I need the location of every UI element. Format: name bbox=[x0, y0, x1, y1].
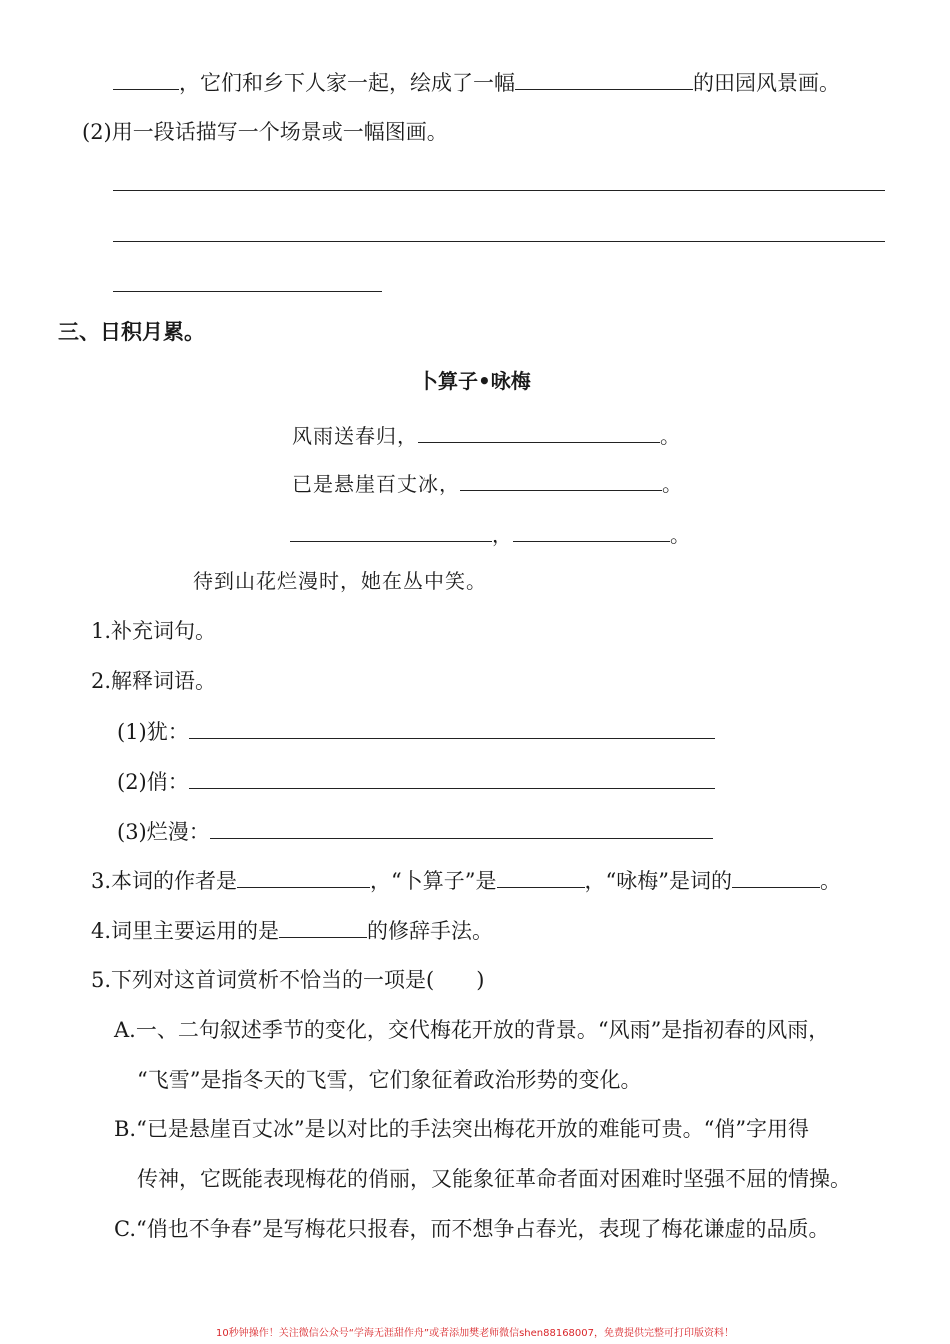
q2-fill-line bbox=[113, 67, 840, 98]
question-4 bbox=[91, 915, 493, 946]
poem-line-1 bbox=[292, 420, 681, 451]
footer-promo: 10秒钟操作！关注微信公众号“学海无涯甜作舟”或者添加樊老师微信shen88168007，免费提供完整可打印版资料！ bbox=[215, 1328, 735, 1339]
q2-fill-end: 的田园风景画。 bbox=[693, 71, 840, 95]
q4-text-b: 的修辞手法。 bbox=[367, 919, 494, 943]
poem-blank[interactable] bbox=[418, 420, 660, 443]
question-1: 1.补充词句。 bbox=[91, 619, 217, 643]
section3-heading: 三、日积月累。 bbox=[58, 320, 205, 344]
q2-item-label: (3)烂漫： bbox=[117, 820, 210, 844]
question-3 bbox=[91, 865, 841, 896]
q2-item-3 bbox=[117, 816, 713, 847]
question-5: 5.下列对这首词赏析不恰当的一项是( ) bbox=[91, 968, 485, 992]
answer-blank[interactable] bbox=[189, 766, 715, 789]
writing-line-3[interactable] bbox=[113, 291, 382, 292]
poem-line-2-text: 已是悬崖百丈冰， bbox=[292, 472, 460, 496]
poem-line-4: 待到山花烂漫时，她在丛中笑。 bbox=[193, 569, 487, 593]
option-b-line-1[interactable]: B.“已是悬崖百丈冰”是以对比的手法突出梅花开放的难能可贵。“俏”字用得 bbox=[114, 1117, 810, 1141]
poem-line-3 bbox=[290, 519, 691, 550]
q2-fill-text: ，它们和乡下人家一起，绘成了一幅 bbox=[179, 71, 515, 95]
answer-blank[interactable] bbox=[732, 865, 820, 888]
q3-text-b: ，“卜算子”是 bbox=[370, 869, 497, 893]
answer-blank[interactable] bbox=[515, 67, 693, 90]
option-c-line-1[interactable]: C.“俏也不争春”是写梅花只报春，而不想争占春光，表现了梅花谦虚的品质。 bbox=[114, 1217, 830, 1241]
q2-item-1 bbox=[117, 716, 715, 747]
answer-blank[interactable] bbox=[189, 716, 715, 739]
option-b-line-2: 传神，它既能表现梅花的俏丽，又能象征革命者面对困难时坚强不屈的情操。 bbox=[137, 1167, 851, 1191]
poem-blank[interactable] bbox=[290, 519, 492, 542]
q4-text-a: 4.词里主要运用的是 bbox=[91, 919, 280, 943]
q3-text-c: ，“咏梅”是词的 bbox=[584, 869, 733, 893]
poem-line-1-text: 风雨送春归， bbox=[292, 424, 418, 448]
option-a-line-1[interactable]: A.一、二句叙述季节的变化，交代梅花开放的背景。“风雨”是指初春的风雨， bbox=[114, 1018, 830, 1042]
question-2: 2.解释词语。 bbox=[91, 669, 217, 693]
poem-period: 。 bbox=[662, 472, 683, 496]
writing-line-1[interactable] bbox=[113, 190, 885, 191]
answer-blank[interactable] bbox=[210, 816, 713, 839]
q2-item-2 bbox=[117, 766, 715, 797]
answer-blank[interactable] bbox=[497, 865, 585, 888]
answer-blank[interactable] bbox=[113, 67, 179, 90]
q2-item-label: (2)俏： bbox=[117, 770, 189, 794]
poem-blank[interactable] bbox=[460, 468, 662, 491]
q2-sub2: (2)用一段话描写一个场景或一幅图画。 bbox=[82, 120, 448, 144]
option-a-line-2: “飞雪”是指冬天的飞雪，它们象征着政治形势的变化。 bbox=[137, 1068, 642, 1092]
poem-line-2 bbox=[292, 468, 683, 499]
answer-blank[interactable] bbox=[279, 915, 367, 938]
answer-blank[interactable] bbox=[237, 865, 370, 888]
poem-period: 。 bbox=[670, 523, 691, 547]
poem-comma: ， bbox=[492, 523, 513, 547]
poem-period: 。 bbox=[660, 424, 681, 448]
q2-item-label: (1)犹： bbox=[117, 720, 189, 744]
q3-text-a: 3.本词的作者是 bbox=[91, 869, 238, 893]
poem-title: 卜算子•咏梅 bbox=[418, 369, 531, 393]
poem-blank[interactable] bbox=[513, 519, 670, 542]
q3-text-d: 。 bbox=[820, 869, 842, 893]
writing-line-2[interactable] bbox=[113, 241, 885, 242]
